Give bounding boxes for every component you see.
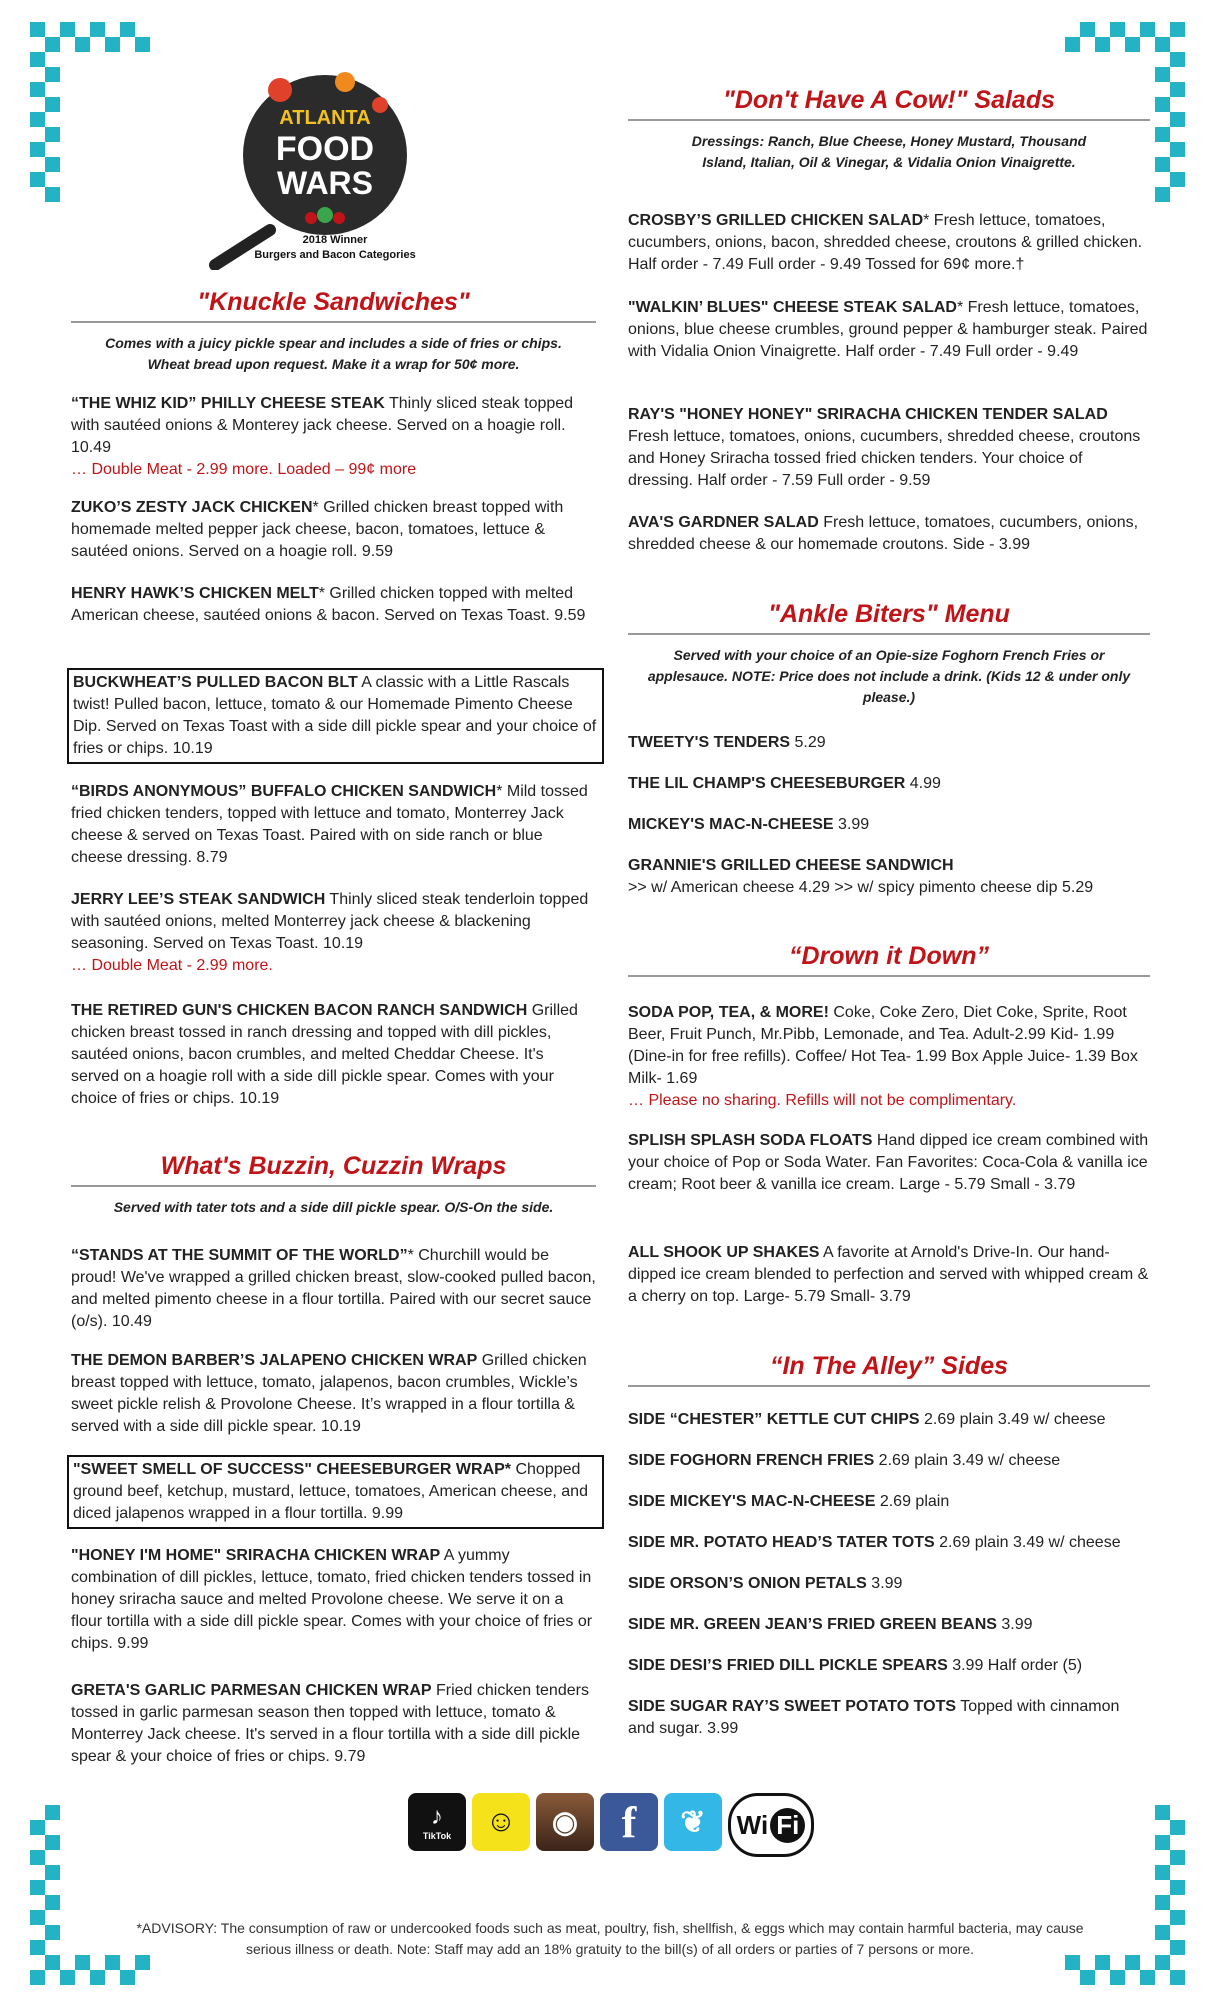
logo-line3: WARS [277,165,373,201]
checker-corner-top-left [30,22,150,202]
tiktok-label: TikTok [422,1831,452,1841]
section-title-sides: “In The Alley” Sides [769,1352,1009,1380]
menu-item [67,1455,604,1529]
item-name: JERRY LEE’S STEAK SANDWICH [71,891,326,908]
item-name: RAY'S "HONEY HONEY" SRIRACHA CHICKEN TENDER SALAD [628,406,1108,423]
atlanta-food-wars-logo [195,60,445,270]
item-name: SIDE SUGAR RAY’S SWEET POTATO TOTS [628,1698,957,1715]
item-description: Thinly sliced steak tenderloin topped with sautéed onions, melted Monterrey jack cheese & blackening seasoning. Served on Texas Toast. 10.19 [71,891,589,952]
menu-item [71,1350,596,1438]
item-name: THE DEMON BARBER’S JALAPENO CHICKEN WRAP [71,1352,478,1369]
menu-item [628,1573,1150,1595]
section-title-wraps: What's Buzzin, Cuzzin Wraps [160,1152,507,1180]
salads-note: Dressings: Ranch, Blue Cheese, Honey Mustard, Thousand Island, Italian, Oil & Vinegar, & Vidalia Onion Vinaigrette. [691,133,1087,170]
item-name: SIDE MICKEY'S MAC-N-CHEESE [628,1493,876,1510]
menu-item [71,1000,596,1110]
item-name: "HONEY I'M HOME" SRIRACHA CHICKEN WRAP [71,1547,441,1564]
menu-item [628,855,1150,899]
item-name: TWEETY'S TENDERS [628,734,791,751]
menu-item [628,1242,1150,1308]
snapchat-icon[interactable]: ☺ [472,1793,530,1851]
menu-item [71,497,596,563]
item-name: SIDE “CHESTER” KETTLE CUT CHIPS [628,1411,920,1428]
item-extra: … Double Meat - 2.99 more. [71,957,273,974]
item-description: A classic with a Little Rascals twist! Pulled bacon, lettuce, tomato & our Homemade Pimento Cheese Dip. Served on Texas Toast with a side dill pickle spear and your choice of fries or chips. 10.19 [73,674,597,757]
item-extra: … Double Meat - 2.99 more. Loaded – 99¢ more [71,461,417,478]
item-name: MICKEY'S MAC-N-CHEESE [628,816,834,833]
section-title-drinks: “Drown it Down” [789,942,989,970]
section-title-ankle: "Ankle Biters" Menu [768,600,1010,628]
item-description: * Fresh lettuce, tomatoes, onions, blue cheese crumbles, ground pepper & hamburger steak. Paired with Vidalia Onion Vinaigrette. Half order - 7.49 Full order - 9.49 [628,299,1148,360]
wraps-section [71,1152,596,1218]
menu-item [67,668,604,764]
logo-caption-winner: 2018 Winner [302,234,368,246]
menu-item [71,583,596,627]
item-name: THE LIL CHAMP'S CHEESEBURGER [628,775,906,792]
item-name: THE RETIRED GUN'S CHICKEN BACON RANCH SANDWICH [71,1002,528,1019]
item-description: 2.69 plain 3.49 w/ cheese [919,1411,1106,1428]
item-description: Topped with cinnamon and sugar. 3.99 [628,1698,1120,1737]
item-description: 3.99 [866,1575,903,1592]
item-name: “BIRDS ANONYMOUS” BUFFALO CHICKEN SANDWICH [71,783,497,800]
item-description: * Churchill would be proud! We've wrapped a grilled chicken breast, slow-cooked pulled bacon, and melted pimento cheese in a flour tortilla. Paired with our secret sauce (o/s). 10.49 [71,1247,596,1330]
item-description: Fried chicken tenders tossed in garlic parmesan season then topped with lettuce, tomato & Monterrey Jack cheese. It's served in a flour tortilla with a side dill pickle spear & your choice of fries or chips. 9.79 [71,1682,589,1765]
item-description: Chopped ground beef, ketchup, mustard, lettuce, tomatoes, American cheese, and diced jalapenos wrapped in a flour tortilla. 9.99 [73,1461,588,1522]
menu-item [628,773,1150,795]
menu-item [628,1696,1150,1740]
advisory-note: *ADVISORY: The consumption of raw or undercooked foods such as meat, poultry, fish, shellfish, & eggs which may contain harmful bacteria, may cause serious illness or death. Note: Staff may add an 18% gratuity to the bill(s) of all orders or parties of 7 persons or more. [136,1920,1084,1957]
item-name: AVA'S GARDNER SALAD [628,514,819,531]
wifi-label-wi: Wi [736,1809,769,1840]
menu-item [628,1491,1150,1513]
tiktok-icon[interactable]: ♪ TikTok [408,1793,466,1851]
social-icons [408,1793,814,1857]
item-description: 4.99 [905,775,941,792]
menu-item [628,512,1150,556]
sides-section [628,1352,1150,1397]
item-description: 3.99 [833,816,870,833]
item-description: 3.99 [996,1616,1033,1633]
menu-item [628,1614,1150,1636]
item-description: Fresh lettuce, tomatoes, onions, cucumbers, shredded cheese, croutons and Honey Sriracha tossed fried chicken tenders. Your choice of dressing. Half order - 7.59 Full order - 9.59 [628,428,1141,489]
divider [71,321,596,323]
logo-line1: ATLANTA [279,107,371,129]
item-name: "WALKIN’ BLUES" CHEESE STEAK SALAD [628,299,957,316]
divider [628,1385,1150,1387]
item-name: “STANDS AT THE SUMMIT OF THE WORLD” [71,1247,408,1264]
ankle-note: Served with your choice of an Opie-size Foghorn French Fries or applesauce. NOTE: Price does not include a drink. (Kids 12 & under only please.) [647,647,1131,705]
twitter-icon[interactable]: ❦ [664,1793,722,1851]
divider [628,975,1150,977]
instagram-icon[interactable]: ◉ [536,1793,594,1851]
menu-item [628,210,1150,276]
item-description: Grilled chicken breast topped with lettuce, tomato, jalapenos, bacon crumbles, Wickle’s sweet pickle relish & Provolone Cheese. It’s wrapped in a flour tortilla & served with a side dill pickle spear. 10.19 [71,1352,587,1435]
menu-item [628,1450,1150,1472]
menu-item [71,889,596,977]
item-name: SIDE FOGHORN FRENCH FRIES [628,1452,875,1469]
item-name: BUCKWHEAT’S PULLED BACON BLT [73,674,358,691]
menu-item [71,781,596,869]
menu-item [71,1680,596,1768]
divider [628,633,1150,635]
menu-item [628,1409,1150,1431]
item-description: * Mild tossed fried chicken tenders, topped with lettuce and tomato, Monterrey Jack cheese & served on Texas Toast. Paired with on side ranch or blue cheese dressing. 8.79 [71,783,588,866]
item-description: A yummy combination of dill pickles, lettuce, tomato, fried chicken tenders tossed in honey sriracha sauce and melted Provolone cheese. We serve it on a flour tortilla with a side dill pickle spear. Comes with your choice of fries or chips. 9.99 [71,1547,593,1652]
menu-item [71,1545,596,1655]
item-description: Thinly sliced steak topped with sautéed onions & Monterey jack cheese. Served on a hoagie roll. 10.49 [71,395,574,456]
item-description: * Fresh lettuce, tomatoes, cucumbers, onions, bacon, shredded cheese, croutons & grilled chicken. Half order - 7.49 Full order - 9.49 Tossed for 69¢ more.† [628,212,1143,273]
item-name: SIDE ORSON’S ONION PETALS [628,1575,867,1592]
menu-item [628,1655,1150,1677]
menu-item [628,297,1150,363]
section-title-salads: "Don't Have A Cow!" Salads [722,86,1056,114]
menu-item [628,404,1150,492]
menu-item [628,1130,1150,1196]
item-description: Coke, Coke Zero, Diet Coke, Sprite, Root Beer, Fruit Punch, Mr.Pibb, Lemonade, and Tea. Adult-2.99 Kid- 1.99 (Dine-in for free refills). Coffee/ Hot Tea- 1.99 Box Apple Juice- 1.39 Box Milk- 1.69 [628,1004,1138,1087]
menu-item [628,1002,1150,1112]
item-name: SODA POP, TEA, & MORE! [628,1004,829,1021]
item-description: Fresh lettuce, tomatoes, cucumbers, onions, shredded cheese & our homemade croutons. Side - 3.99 [628,514,1139,553]
item-description: * Grilled chicken topped with melted American cheese, sautéed onions & bacon. Served on Texas Toast. 9.59 [71,585,586,624]
divider [628,119,1150,121]
item-name: SIDE DESI’S FRIED DILL PICKLE SPEARS [628,1657,948,1674]
item-name: "SWEET SMELL OF SUCCESS" CHEESEBURGER WRAP* [73,1461,512,1478]
menu-item [71,1245,596,1333]
wraps-note: Served with tater tots and a side dill pickle spear. O/S-On the side. [113,1199,554,1215]
menu-item [628,814,1150,836]
item-name: SPLISH SPLASH SODA FLOATS [628,1132,873,1149]
item-description: 2.69 plain [875,1493,950,1510]
item-name: SIDE MR. GREEN JEAN’S FRIED GREEN BEANS [628,1616,997,1633]
menu-item [628,1532,1150,1554]
item-name: GRETA'S GARLIC PARMESAN CHICKEN WRAP [71,1682,432,1699]
wifi-label-fi: Fi [770,1808,805,1843]
item-description: * Grilled chicken breast topped with homemade melted pepper jack cheese, bacon, tomatoes, lettuce & sautéed onions. Served on a hoagie roll. 9.59 [71,499,564,560]
item-name: SIDE MR. POTATO HEAD’S TATER TOTS [628,1534,935,1551]
item-description: 5.29 [790,734,826,751]
item-name: GRANNIE'S GRILLED CHEESE SANDWICH [628,857,954,874]
logo-line2: FOOD [275,130,375,168]
item-description: Hand dipped ice cream combined with your choice of Pop or Soda Water. Fan Favorites: Coca-Cola & vanilla ice cream; Root beer & vanilla ice cream. Large - 5.79 Small - 3.79 [628,1132,1149,1193]
facebook-icon[interactable]: f [600,1793,658,1851]
item-name: CROSBY’S GRILLED CHICKEN SALAD [628,212,924,229]
item-name: “THE WHIZ KID” PHILLY CHEESE STEAK [71,395,385,412]
section-title-knuckle: "Knuckle Sandwiches" [197,288,470,316]
divider [71,1185,596,1187]
item-name: HENRY HAWK’S CHICKEN MELT [71,585,319,602]
item-description: 2.69 plain 3.49 w/ cheese [934,1534,1121,1551]
ankle-biters-section [628,600,1150,708]
knuckle-note: Comes with a juicy pickle spear and includes a side of fries or chips. Wheat bread upon request. Make it a wrap for 50¢ more. [105,335,562,372]
item-description: 2.69 plain 3.49 w/ cheese [874,1452,1061,1469]
item-extra: … Please no sharing. Refills will not be complimentary. [628,1092,1017,1109]
item-name: ZUKO’S ZESTY JACK CHICKEN [71,499,313,516]
menu-item [628,732,1150,754]
salads-section [628,86,1150,173]
drinks-section [628,942,1150,987]
logo-caption-categories: Burgers and Bacon Categories [254,249,416,261]
item-description: 3.99 Half order (5) [947,1657,1083,1674]
knuckle-sandwiches-section [71,288,596,375]
item-extra: >> w/ American cheese 4.29 >> w/ spicy pimento cheese dip 5.29 [628,879,1094,896]
item-description: A favorite at Arnold's Drive-In. Our hand-dipped ice cream blended to perfection and served with whipped cream & a cherry on top. Large- 5.79 Small- 3.79 [628,1244,1149,1305]
item-name: ALL SHOOK UP SHAKES [628,1244,820,1261]
item-description: Grilled chicken breast tossed in ranch dressing and topped with dill pickles, sautéed onions, bacon crumbles, and melted Cheddar Cheese. It's served on a hoagie roll with a side dill pickle spear. Comes with your choice of fries or chips. 10.19 [71,1002,578,1107]
wifi-icon [728,1793,814,1857]
menu-item [71,393,596,481]
